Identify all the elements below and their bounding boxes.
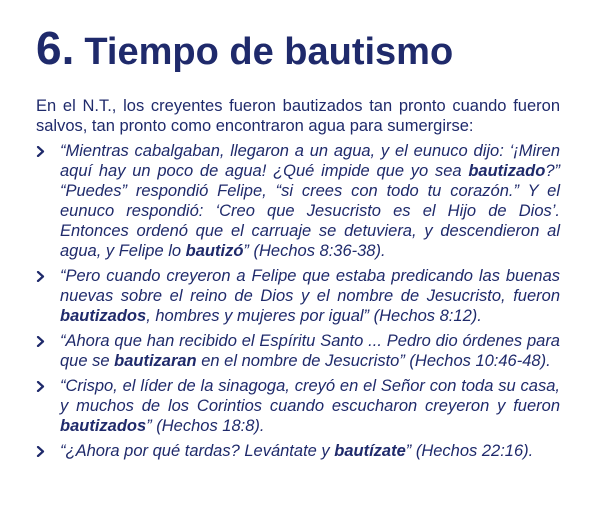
quote-segment: ” (Hechos 18:8). <box>146 417 265 435</box>
emphasized-word: bautizó <box>185 242 244 260</box>
chevron-right-icon <box>36 271 46 283</box>
quote-text <box>60 267 560 325</box>
quote-segment: , hombres y mujeres por igual” (Hechos 8:12). <box>146 307 482 325</box>
chevron-right-icon <box>36 381 46 393</box>
quote-text <box>60 332 560 370</box>
title-text: Tiempo de bautismo <box>84 31 454 73</box>
quote-item <box>36 441 560 461</box>
quote-text <box>60 142 560 260</box>
emphasized-word: bautizado <box>468 162 546 180</box>
chevron-right-icon <box>36 336 46 348</box>
emphasized-word: bautizados <box>60 417 147 435</box>
emphasized-word: bautizaran <box>114 352 197 370</box>
chevron-right-icon <box>36 146 46 158</box>
quote-segment: “Mientras cabalgaban, llegaron a un agua, y el eunuco dijo: ‘¡Miren aquí hay un poco de agua! ¿Qué impide que yo sea <box>60 142 560 180</box>
intro-paragraph: En el N.T., los creyentes fueron bautizados tan pronto cuando fueron salvos, tan pronto como encontraron agua para sumergirse: <box>36 97 560 135</box>
chevron-right-icon <box>36 446 46 458</box>
quote-segment: “Pero cuando creyeron a Felipe que estaba predicando las buenas nuevas sobre el reino de Dios y el nombre de Jesucristo, fueron <box>60 267 560 305</box>
quote-segment: ?” “Puedes” respondió Felipe, “si crees con todo tu corazón.” Y el eunuco respondió: ‘Creo que Jesucristo es el Hijo de Dios’. Entonces ordenó que el carruaje se detuviera, y descendieron al agua, y Felipe lo <box>60 162 560 260</box>
quote-text <box>60 442 533 460</box>
quote-segment: “Ahora que han recibido el Espíritu Santo ... Pedro dio órdenes para que se <box>60 332 560 370</box>
quote-text <box>60 377 560 435</box>
title-number: 6. <box>36 22 75 74</box>
quote-segment: “Crispo, el líder de la sinagoga, creyó en el Señor con toda su casa, y muchos de los Corintios cuando escucharon creyeron y fueron <box>60 377 560 415</box>
quote-item <box>36 376 560 436</box>
page-title <box>36 20 453 81</box>
quote-segment: en el nombre de Jesucristo” (Hechos 10:46-48). <box>196 352 551 370</box>
quote-segment: “¿Ahora por qué tardas? Levántate y <box>60 442 335 460</box>
quote-item <box>36 266 560 326</box>
quote-segment: ” (Hechos 22:16). <box>405 442 534 460</box>
quote-list <box>36 141 560 466</box>
quote-item <box>36 141 560 261</box>
emphasized-word: bautizados <box>60 307 147 325</box>
emphasized-word: bautízate <box>334 442 406 460</box>
quote-segment: ” (Hechos 8:36-38). <box>243 242 386 260</box>
quote-item <box>36 331 560 371</box>
